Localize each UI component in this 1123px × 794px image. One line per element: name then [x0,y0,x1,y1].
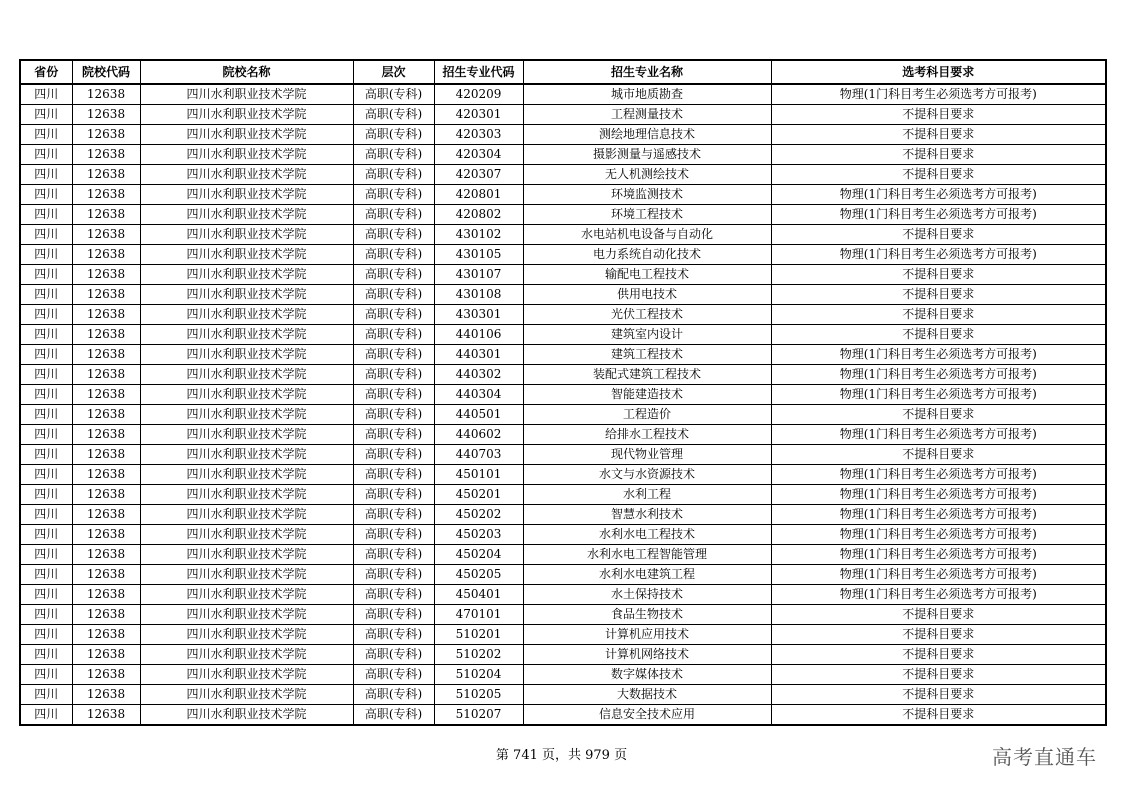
cell-major-name: 计算机网络技术 [523,645,771,665]
table-row [20,325,1106,345]
cell-level: 高职(专科) [353,165,434,185]
header-school-name: 院校名称 [140,60,353,84]
cell-level: 高职(专科) [353,145,434,165]
cell-subject-requirement: 不提科目要求 [771,605,1106,625]
cell-school-code: 12638 [72,125,140,145]
cell-major-code: 440301 [434,345,523,365]
table-row [20,145,1106,165]
cell-school-name: 四川水利职业技术学院 [140,305,353,325]
cell-level: 高职(专科) [353,385,434,405]
cell-school-name: 四川水利职业技术学院 [140,605,353,625]
cell-school-name: 四川水利职业技术学院 [140,365,353,385]
table-header-row [20,60,1106,84]
cell-province: 四川 [20,205,72,225]
cell-subject-requirement: 物理(1门科目考生必须选考方可报考) [771,345,1106,365]
table-row [20,365,1106,385]
cell-province: 四川 [20,285,72,305]
cell-school-code: 12638 [72,605,140,625]
cell-level: 高职(专科) [353,205,434,225]
cell-major-code: 450205 [434,565,523,585]
cell-major-name: 水利水电建筑工程 [523,565,771,585]
cell-school-name: 四川水利职业技术学院 [140,285,353,305]
cell-major-code: 420304 [434,145,523,165]
cell-province: 四川 [20,125,72,145]
table-row [20,285,1106,305]
cell-level: 高职(专科) [353,245,434,265]
cell-level: 高职(专科) [353,705,434,726]
cell-level: 高职(专科) [353,345,434,365]
cell-major-name: 给排水工程技术 [523,425,771,445]
cell-province: 四川 [20,445,72,465]
cell-level: 高职(专科) [353,625,434,645]
cell-school-name: 四川水利职业技术学院 [140,425,353,445]
cell-major-code: 430301 [434,305,523,325]
cell-province: 四川 [20,545,72,565]
cell-level: 高职(专科) [353,445,434,465]
table-row [20,205,1106,225]
table-row [20,705,1106,726]
cell-school-name: 四川水利职业技术学院 [140,265,353,285]
table-row [20,265,1106,285]
table-row [20,305,1106,325]
cell-subject-requirement: 物理(1门科目考生必须选考方可报考) [771,525,1106,545]
cell-major-code: 430108 [434,285,523,305]
cell-subject-requirement: 不提科目要求 [771,445,1106,465]
table-row [20,225,1106,245]
table-row [20,565,1106,585]
cell-subject-requirement: 不提科目要求 [771,685,1106,705]
cell-major-name: 现代物业管理 [523,445,771,465]
cell-school-name: 四川水利职业技术学院 [140,345,353,365]
cell-school-name: 四川水利职业技术学院 [140,625,353,645]
header-level: 层次 [353,60,434,84]
cell-subject-requirement: 不提科目要求 [771,105,1106,125]
cell-major-code: 510207 [434,705,523,726]
cell-major-name: 信息安全技术应用 [523,705,771,726]
cell-school-name: 四川水利职业技术学院 [140,245,353,265]
cell-major-code: 430107 [434,265,523,285]
cell-school-name: 四川水利职业技术学院 [140,485,353,505]
cell-province: 四川 [20,84,72,105]
cell-school-name: 四川水利职业技术学院 [140,525,353,545]
cell-major-name: 无人机测绘技术 [523,165,771,185]
cell-major-code: 450101 [434,465,523,485]
cell-school-code: 12638 [72,345,140,365]
cell-school-code: 12638 [72,165,140,185]
cell-level: 高职(专科) [353,665,434,685]
cell-level: 高职(专科) [353,505,434,525]
cell-level: 高职(专科) [353,325,434,345]
header-subject-requirement: 选考科目要求 [771,60,1106,84]
table-row [20,545,1106,565]
cell-province: 四川 [20,625,72,645]
table-row [20,525,1106,545]
cell-school-code: 12638 [72,685,140,705]
cell-subject-requirement: 不提科目要求 [771,665,1106,685]
cell-province: 四川 [20,365,72,385]
cell-province: 四川 [20,345,72,365]
admission-table [19,59,1107,726]
cell-subject-requirement: 不提科目要求 [771,265,1106,285]
cell-subject-requirement: 物理(1门科目考生必须选考方可报考) [771,425,1106,445]
cell-level: 高职(专科) [353,645,434,665]
cell-province: 四川 [20,185,72,205]
cell-school-name: 四川水利职业技术学院 [140,665,353,685]
cell-level: 高职(专科) [353,105,434,125]
header-major-code: 招生专业代码 [434,60,523,84]
header-province: 省份 [20,60,72,84]
cell-subject-requirement: 物理(1门科目考生必须选考方可报考) [771,245,1106,265]
table-row [20,665,1106,685]
cell-major-name: 环境监测技术 [523,185,771,205]
table-row [20,465,1106,485]
cell-school-name: 四川水利职业技术学院 [140,705,353,726]
cell-major-code: 510201 [434,625,523,645]
cell-subject-requirement: 物理(1门科目考生必须选考方可报考) [771,385,1106,405]
cell-major-name: 工程测量技术 [523,105,771,125]
table-row [20,645,1106,665]
cell-school-name: 四川水利职业技术学院 [140,645,353,665]
cell-school-name: 四川水利职业技术学院 [140,185,353,205]
cell-major-code: 430102 [434,225,523,245]
cell-major-name: 水利水电工程智能管理 [523,545,771,565]
cell-school-code: 12638 [72,325,140,345]
cell-major-name: 计算机应用技术 [523,625,771,645]
cell-major-code: 450203 [434,525,523,545]
cell-subject-requirement: 物理(1门科目考生必须选考方可报考) [771,465,1106,485]
cell-major-name: 供用电技术 [523,285,771,305]
cell-major-name: 食品生物技术 [523,605,771,625]
table-row [20,245,1106,265]
table-row [20,485,1106,505]
table-body [20,84,1106,725]
cell-province: 四川 [20,525,72,545]
cell-major-code: 510205 [434,685,523,705]
cell-school-name: 四川水利职业技术学院 [140,165,353,185]
cell-school-code: 12638 [72,625,140,645]
cell-school-name: 四川水利职业技术学院 [140,505,353,525]
cell-major-name: 智慧水利技术 [523,505,771,525]
cell-school-code: 12638 [72,425,140,445]
cell-subject-requirement: 物理(1门科目考生必须选考方可报考) [771,205,1106,225]
cell-school-code: 12638 [72,385,140,405]
cell-major-code: 510202 [434,645,523,665]
cell-school-code: 12638 [72,405,140,425]
cell-province: 四川 [20,145,72,165]
cell-subject-requirement: 不提科目要求 [771,285,1106,305]
cell-major-name: 水土保持技术 [523,585,771,605]
cell-province: 四川 [20,585,72,605]
cell-subject-requirement: 不提科目要求 [771,305,1106,325]
cell-school-name: 四川水利职业技术学院 [140,84,353,105]
cell-major-name: 水文与水资源技术 [523,465,771,485]
cell-subject-requirement: 物理(1门科目考生必须选考方可报考) [771,565,1106,585]
cell-subject-requirement: 不提科目要求 [771,705,1106,726]
header-school-code: 院校代码 [72,60,140,84]
cell-school-code: 12638 [72,525,140,545]
cell-level: 高职(专科) [353,465,434,485]
cell-province: 四川 [20,305,72,325]
cell-level: 高职(专科) [353,685,434,705]
cell-province: 四川 [20,265,72,285]
cell-province: 四川 [20,645,72,665]
cell-major-code: 420801 [434,185,523,205]
cell-school-name: 四川水利职业技术学院 [140,105,353,125]
cell-subject-requirement: 不提科目要求 [771,165,1106,185]
cell-subject-requirement: 不提科目要求 [771,325,1106,345]
cell-subject-requirement: 物理(1门科目考生必须选考方可报考) [771,485,1106,505]
table-row [20,425,1106,445]
cell-school-name: 四川水利职业技术学院 [140,465,353,485]
cell-major-code: 470101 [434,605,523,625]
cell-school-code: 12638 [72,265,140,285]
table-row [20,685,1106,705]
cell-level: 高职(专科) [353,585,434,605]
cell-level: 高职(专科) [353,365,434,385]
cell-subject-requirement: 物理(1门科目考生必须选考方可报考) [771,365,1106,385]
cell-school-name: 四川水利职业技术学院 [140,545,353,565]
cell-subject-requirement: 物理(1门科目考生必须选考方可报考) [771,505,1106,525]
cell-major-name: 水电站机电设备与自动化 [523,225,771,245]
cell-level: 高职(专科) [353,605,434,625]
cell-school-code: 12638 [72,545,140,565]
cell-province: 四川 [20,425,72,445]
cell-school-code: 12638 [72,665,140,685]
cell-province: 四川 [20,485,72,505]
cell-province: 四川 [20,505,72,525]
table-row [20,345,1106,365]
page-number: 第 741 页，共 979 页 [495,748,628,763]
cell-major-name: 智能建造技术 [523,385,771,405]
cell-major-name: 装配式建筑工程技术 [523,365,771,385]
cell-school-code: 12638 [72,305,140,325]
cell-school-name: 四川水利职业技术学院 [140,385,353,405]
header-major-name: 招生专业名称 [523,60,771,84]
cell-level: 高职(专科) [353,305,434,325]
cell-school-code: 12638 [72,705,140,726]
cell-school-name: 四川水利职业技术学院 [140,445,353,465]
cell-subject-requirement: 物理(1门科目考生必须选考方可报考) [771,84,1106,105]
cell-province: 四川 [20,605,72,625]
cell-subject-requirement: 物理(1门科目考生必须选考方可报考) [771,545,1106,565]
cell-major-code: 420802 [434,205,523,225]
cell-school-code: 12638 [72,225,140,245]
cell-subject-requirement: 不提科目要求 [771,225,1106,245]
table-row [20,185,1106,205]
cell-level: 高职(专科) [353,405,434,425]
cell-major-name: 建筑工程技术 [523,345,771,365]
cell-major-name: 测绘地理信息技术 [523,125,771,145]
cell-major-code: 450204 [434,545,523,565]
cell-major-name: 建筑室内设计 [523,325,771,345]
cell-major-name: 数字媒体技术 [523,665,771,685]
cell-school-code: 12638 [72,205,140,225]
cell-school-code: 12638 [72,145,140,165]
cell-major-code: 450201 [434,485,523,505]
cell-major-code: 440602 [434,425,523,445]
cell-province: 四川 [20,225,72,245]
cell-level: 高职(专科) [353,485,434,505]
cell-level: 高职(专科) [353,285,434,305]
cell-major-code: 440302 [434,365,523,385]
cell-school-code: 12638 [72,185,140,205]
cell-major-code: 420303 [434,125,523,145]
cell-school-code: 12638 [72,84,140,105]
cell-province: 四川 [20,245,72,265]
cell-major-name: 摄影测量与遥感技术 [523,145,771,165]
cell-major-name: 环境工程技术 [523,205,771,225]
cell-level: 高职(专科) [353,425,434,445]
cell-major-name: 大数据技术 [523,685,771,705]
cell-subject-requirement: 不提科目要求 [771,405,1106,425]
cell-major-name: 水利水电工程技术 [523,525,771,545]
cell-province: 四川 [20,405,72,425]
cell-major-code: 440703 [434,445,523,465]
cell-major-code: 510204 [434,665,523,685]
cell-level: 高职(专科) [353,185,434,205]
cell-subject-requirement: 物理(1门科目考生必须选考方可报考) [771,585,1106,605]
cell-major-code: 420301 [434,105,523,125]
cell-level: 高职(专科) [353,525,434,545]
cell-school-code: 12638 [72,565,140,585]
cell-province: 四川 [20,105,72,125]
cell-major-name: 光伏工程技术 [523,305,771,325]
table-row [20,605,1106,625]
cell-major-code: 420307 [434,165,523,185]
table-row [20,585,1106,605]
cell-major-code: 440304 [434,385,523,405]
cell-subject-requirement: 不提科目要求 [771,145,1106,165]
cell-major-name: 水利工程 [523,485,771,505]
table-row [20,165,1106,185]
cell-school-code: 12638 [72,245,140,265]
cell-level: 高职(专科) [353,125,434,145]
cell-province: 四川 [20,685,72,705]
cell-school-name: 四川水利职业技术学院 [140,325,353,345]
cell-major-code: 440501 [434,405,523,425]
cell-level: 高职(专科) [353,545,434,565]
cell-school-name: 四川水利职业技术学院 [140,585,353,605]
cell-major-name: 工程造价 [523,405,771,425]
cell-major-name: 城市地质勘查 [523,84,771,105]
cell-level: 高职(专科) [353,565,434,585]
cell-subject-requirement: 不提科目要求 [771,645,1106,665]
watermark-logo: 高考直通车 [992,745,1097,769]
cell-province: 四川 [20,705,72,726]
cell-province: 四川 [20,385,72,405]
table-row [20,445,1106,465]
table-row [20,105,1106,125]
cell-school-code: 12638 [72,505,140,525]
cell-school-name: 四川水利职业技术学院 [140,685,353,705]
cell-school-code: 12638 [72,465,140,485]
cell-school-name: 四川水利职业技术学院 [140,565,353,585]
cell-province: 四川 [20,165,72,185]
cell-school-name: 四川水利职业技术学院 [140,405,353,425]
table-row [20,84,1106,105]
cell-school-name: 四川水利职业技术学院 [140,145,353,165]
cell-school-code: 12638 [72,645,140,665]
cell-major-code: 450401 [434,585,523,605]
cell-major-code: 420209 [434,84,523,105]
table-row [20,505,1106,525]
cell-school-code: 12638 [72,485,140,505]
cell-school-code: 12638 [72,285,140,305]
cell-major-code: 430105 [434,245,523,265]
cell-major-code: 450202 [434,505,523,525]
cell-province: 四川 [20,325,72,345]
table-row [20,625,1106,645]
cell-level: 高职(专科) [353,265,434,285]
cell-province: 四川 [20,565,72,585]
cell-subject-requirement: 不提科目要求 [771,125,1106,145]
cell-school-name: 四川水利职业技术学院 [140,205,353,225]
cell-school-code: 12638 [72,585,140,605]
cell-school-code: 12638 [72,105,140,125]
cell-province: 四川 [20,465,72,485]
table-row [20,125,1106,145]
table-row [20,385,1106,405]
cell-level: 高职(专科) [353,84,434,105]
cell-subject-requirement: 不提科目要求 [771,625,1106,645]
cell-school-name: 四川水利职业技术学院 [140,125,353,145]
table-row [20,405,1106,425]
cell-school-name: 四川水利职业技术学院 [140,225,353,245]
cell-school-code: 12638 [72,365,140,385]
cell-major-name: 电力系统自动化技术 [523,245,771,265]
cell-major-code: 440106 [434,325,523,345]
cell-major-name: 输配电工程技术 [523,265,771,285]
cell-school-code: 12638 [72,445,140,465]
cell-level: 高职(专科) [353,225,434,245]
cell-province: 四川 [20,665,72,685]
cell-subject-requirement: 物理(1门科目考生必须选考方可报考) [771,185,1106,205]
